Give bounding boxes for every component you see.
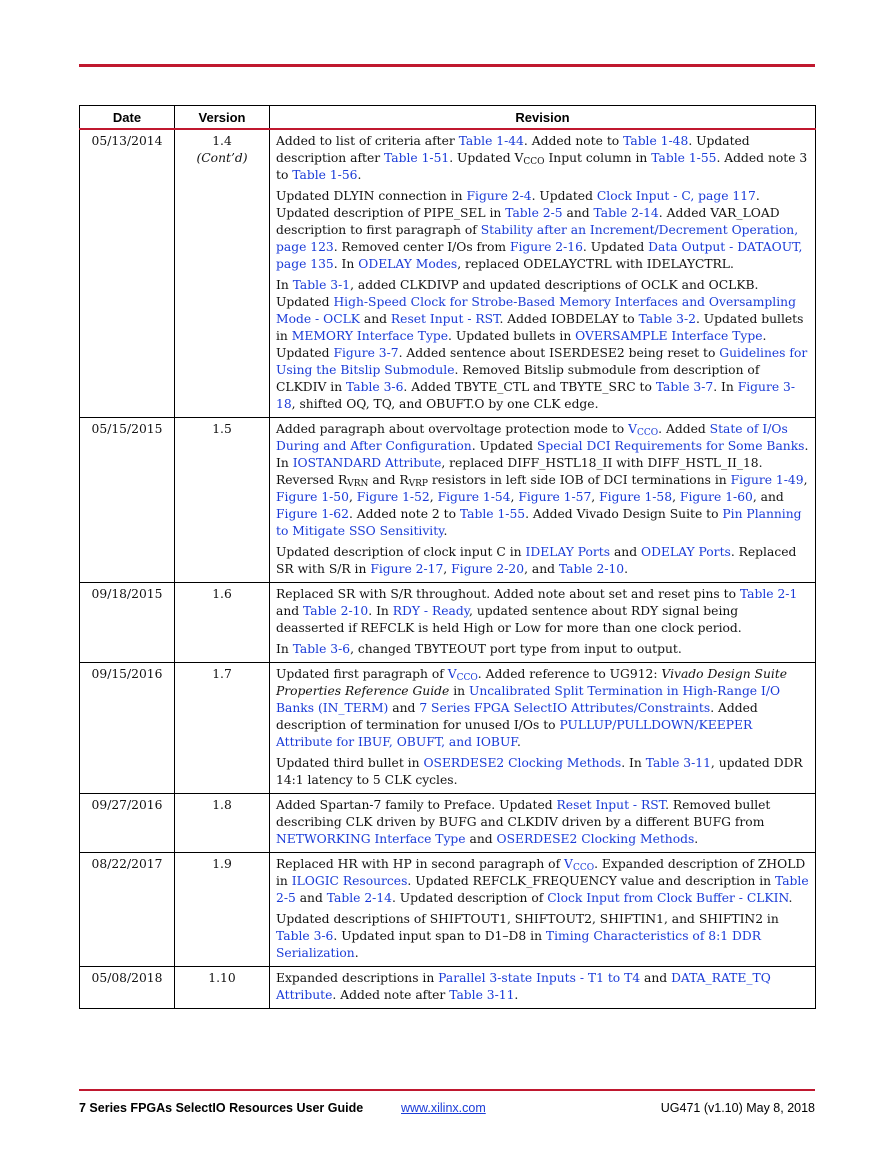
cross-reference-link[interactable]: ILOGIC Resources [291, 874, 408, 888]
cross-reference-link[interactable]: Clock Input - C, page 117 [596, 189, 756, 203]
cross-reference-link[interactable]: Table 2-10 [558, 562, 625, 576]
cross-reference-link[interactable]: MEMORY Interface Type [291, 329, 449, 343]
table-row [80, 129, 816, 418]
revision-text: In [276, 642, 293, 656]
cross-reference-link[interactable]: Figure 1-52 [356, 490, 430, 504]
revision-text: , and [752, 490, 784, 504]
footer-document-id: UG471 (v1.10) May 8, 2018 [660, 1101, 815, 1115]
revision-text: . [624, 562, 629, 576]
revision-cell [270, 794, 816, 853]
cross-reference-link[interactable]: Table 1-55 [651, 151, 717, 165]
revision-text: . Updated bullets in [276, 312, 804, 343]
cross-reference-link[interactable]: Figure 2-20 [451, 562, 525, 576]
cross-reference-link[interactable]: Table 3-6 [276, 929, 334, 943]
revision-text: . Updated [276, 329, 767, 360]
cross-reference-link[interactable]: High-Speed Clock for Strobe-Based Memory Interfaces and Oversampling Mode - OCLK [276, 295, 796, 326]
revision-text: and R [368, 473, 409, 487]
version-number: 1.9 [212, 857, 232, 871]
version-number: 1.6 [212, 587, 232, 601]
revision-text: , replaced ODELAYCTRL with IDELAYCTRL. [457, 257, 734, 271]
revision-text: Replaced HR with HP in second paragraph of [276, 857, 565, 871]
revision-text: , [510, 490, 519, 504]
cross-reference-link[interactable]: Table 3-2 [638, 312, 696, 326]
footer-document-title: 7 Series FPGAs SelectIO Resources User Guide [79, 1101, 364, 1115]
revision-text: . In [713, 380, 738, 394]
cross-reference-link[interactable]: IDELAY Ports [525, 545, 611, 559]
revision-cell [270, 853, 816, 967]
cross-reference-link[interactable]: Figure 1-49 [730, 473, 804, 487]
revision-paragraph [276, 641, 809, 658]
revision-text: . Added note to [523, 134, 624, 148]
revision-text: . Replaced SR with S/R in [276, 545, 797, 576]
revision-text: . Added IOBDELAY to [499, 312, 639, 326]
cross-reference-link[interactable]: Table 3-6 [292, 642, 351, 656]
revision-paragraph [276, 586, 809, 637]
revision-text: . Added sentence about ISERDESE2 being reset to [398, 346, 720, 360]
revision-text: . Removed center I/Os from [333, 240, 510, 254]
version-cell [175, 418, 270, 583]
cross-reference-link[interactable]: Table 1-51 [384, 151, 450, 165]
revision-text: . [788, 891, 793, 905]
revision-text: . Expanded description of ZHOLD in [276, 857, 806, 888]
revision-text: and [465, 832, 497, 846]
revision-text: . Added VAR_LOAD description to first paragraph of [276, 206, 780, 237]
cross-reference-link[interactable]: Table 1-48 [623, 134, 689, 148]
revision-text: , [672, 490, 680, 504]
revision-text: and [295, 891, 327, 905]
revision-text: , [803, 473, 808, 487]
cross-reference-link[interactable]: ODELAY Ports [641, 545, 731, 559]
table-row [80, 418, 816, 583]
cross-reference-link[interactable]: Figure 1-50 [276, 490, 349, 504]
revision-text: Added Spartan-7 family to Preface. Updated [276, 798, 557, 812]
cross-reference-link[interactable]: V [564, 857, 573, 871]
date-column-header: Date [80, 106, 175, 130]
table-row [80, 967, 816, 1009]
version-continued-note: (Cont’d) [196, 151, 248, 165]
version-cell [175, 583, 270, 663]
cross-reference-link[interactable]: IOSTANDARD Attribute [292, 456, 442, 470]
revision-text: . Updated description of PIPE_SEL in [276, 189, 760, 220]
revision-cell [270, 663, 816, 794]
revision-cell [270, 967, 816, 1009]
revision-cell [270, 583, 816, 663]
cross-reference-link[interactable]: OSERDESE2 Clocking Methods [423, 756, 622, 770]
revision-paragraph [276, 544, 809, 578]
revision-text: , [348, 490, 357, 504]
revision-paragraph [276, 188, 809, 273]
revision-paragraph [276, 856, 809, 907]
revision-paragraph [276, 970, 809, 1004]
revision-text: . Added description of termination for unused I/Os to [276, 701, 758, 732]
cross-reference-link[interactable]: Figure 2-4 [466, 189, 532, 203]
revision-text: . [694, 832, 699, 846]
revision-text: Updated descriptions of SHIFTOUT1, SHIFTOUT2, SHIFTIN1, and SHIFTIN2 in [276, 912, 779, 926]
cross-reference-link[interactable]: Figure 1-54 [437, 490, 511, 504]
subscript-text: CCO [523, 157, 545, 167]
table-row [80, 583, 816, 663]
version-cell [175, 129, 270, 418]
subscript-text: VRN [347, 479, 369, 489]
revision-paragraph [276, 421, 809, 540]
cross-reference-link[interactable]: Table 2-5 [505, 206, 563, 220]
revision-text: . In [368, 604, 393, 618]
version-number: 1.5 [212, 422, 232, 436]
revision-text: and [359, 312, 391, 326]
cross-reference-link[interactable]: NETWORKING Interface Type [276, 832, 466, 846]
revision-text: . [514, 988, 519, 1002]
revision-text: Updated DLYIN connection in [276, 189, 467, 203]
date-cell: 09/15/2016 [80, 663, 175, 794]
revision-text: . Added note 2 to [348, 507, 460, 521]
revision-paragraph [276, 911, 809, 962]
footer-rule [79, 1089, 815, 1091]
cross-reference-link[interactable]: Uncalibrated Split Termination in High-Range I/O Banks (IN_TERM) [276, 684, 781, 715]
revision-text: . Added TBYTE_CTL and TBYTE_SRC to [403, 380, 656, 394]
cross-reference-link[interactable]: Clock Input from Clock Buffer - CLKIN [547, 891, 789, 905]
revision-paragraph [276, 133, 809, 184]
cross-reference-link[interactable]: PULLUP/PULLDOWN/KEEPER Attribute for IBUF, OBUFT, and IOBUF [276, 718, 753, 749]
cross-reference-link[interactable]: Stability after an Increment/Decrement Operation, page 123 [276, 223, 799, 254]
cross-reference-link[interactable]: Table 1-56 [292, 168, 358, 182]
revision-text: and [276, 604, 304, 618]
revision-text: Vivado Design Suite Properties Reference Guide [276, 667, 788, 698]
cross-reference-link[interactable]: State of I/Os During and After Configuration [276, 422, 788, 453]
revision-text: . [516, 735, 521, 749]
revision-text: . [443, 524, 448, 538]
version-number: 1.8 [212, 798, 232, 812]
revision-text: . Added [658, 422, 710, 436]
version-column-header: Version [175, 106, 270, 130]
revision-text: . Added reference to UG912: [477, 667, 662, 681]
table-header-row [80, 106, 816, 130]
revision-text: . Updated description of [391, 891, 548, 905]
cross-reference-link[interactable]: OVERSAMPLE Interface Type [575, 329, 763, 343]
revision-text: in [449, 684, 469, 698]
cross-reference-link[interactable]: Table 2-14 [326, 891, 392, 905]
revision-text: . Updated [471, 439, 537, 453]
cross-reference-link[interactable]: Reset Input - RST [556, 798, 666, 812]
revision-text: , [443, 562, 452, 576]
cross-reference-link[interactable]: Guidelines for Using the Bitslip Submodule [276, 346, 808, 377]
revision-text: , changed TBYTEOUT port type from input to output. [350, 642, 682, 656]
footer-website-link[interactable]: www.xilinx.com [401, 1101, 486, 1115]
revision-text: . Updated [531, 189, 597, 203]
revision-text: Added paragraph about overvoltage protection mode to [276, 422, 629, 436]
cross-reference-link[interactable]: V [447, 667, 457, 681]
version-number: 1.7 [212, 667, 232, 681]
subscript-text: VRP [408, 479, 428, 489]
revision-text: . Updated [582, 240, 649, 254]
cross-reference-link[interactable]: CCO [637, 428, 659, 438]
date-cell: 08/22/2017 [80, 853, 175, 967]
revision-text: , replaced DIFF_HSTL18_II with DIFF_HSTL_II_18. Reversed R [276, 456, 763, 487]
revision-text: . In [276, 439, 809, 470]
cross-reference-link[interactable]: RDY - Ready [392, 604, 470, 618]
revision-text: , [591, 490, 600, 504]
revision-text: and [610, 545, 642, 559]
revision-text: . Updated bullets in [448, 329, 576, 343]
revision-text: . In [333, 257, 359, 271]
date-cell: 09/18/2015 [80, 583, 175, 663]
cross-reference-link[interactable]: ODELAY Modes [358, 257, 458, 271]
revision-paragraph [276, 797, 809, 848]
cross-reference-link[interactable]: Table 2-10 [303, 604, 369, 618]
version-number: 1.10 [208, 971, 236, 985]
revision-text: and [562, 206, 594, 220]
revision-text: . Added Vivado Design Suite to [525, 507, 723, 521]
revision-text: , shifted OQ, TQ, and OBUFT.O by one CLK edge. [291, 397, 599, 411]
revision-text: . Updated V [449, 151, 524, 165]
revision-text: Added to list of criteria after [276, 134, 459, 148]
cross-reference-link[interactable]: Table 3-1 [292, 278, 351, 292]
revision-cell [270, 129, 816, 418]
revision-text: . Removed Bitslip submodule from description of CLKDIV in [276, 363, 760, 394]
revision-column-header: Revision [270, 106, 816, 130]
revision-text: and [388, 701, 420, 715]
revision-text: , updated sentence about RDY signal being deasserted if REFCLK is held High or Low for more than one clock period. [276, 604, 742, 635]
revision-text: resistors in left side IOB of DCI terminations in [427, 473, 731, 487]
revision-text: Expanded descriptions in [276, 971, 439, 985]
revision-text: , added CLKDIVP and updated descriptions of OCLK and OCLKB. Updated [276, 278, 759, 309]
date-cell: 05/08/2018 [80, 967, 175, 1009]
revision-paragraph [276, 755, 809, 789]
revision-text: , updated DDR 14:1 latency to 5 CLK cycles. [276, 756, 803, 787]
cross-reference-link[interactable]: Table 1-55 [459, 507, 526, 521]
revision-text: . Updated input span to D1–D8 in [333, 929, 546, 943]
date-cell: 05/15/2015 [80, 418, 175, 583]
cross-reference-link[interactable]: Figure 3-18 [276, 380, 796, 411]
table-row [80, 663, 816, 794]
revision-text: , and [524, 562, 559, 576]
version-cell [175, 794, 270, 853]
cross-reference-link[interactable]: Figure 2-17 [370, 562, 444, 576]
revision-text: Updated description of clock input C in [276, 545, 526, 559]
revision-text: and [640, 971, 672, 985]
revision-cell [270, 418, 816, 583]
revision-text: Updated first paragraph of [276, 667, 448, 681]
revision-history-table [79, 105, 816, 1009]
revision-text: . [354, 946, 359, 960]
revision-text: Replaced SR with S/R throughout. Added note about set and reset pins to [276, 587, 740, 601]
header-rule [79, 64, 815, 67]
revision-text: Input column in [544, 151, 652, 165]
cross-reference-link[interactable]: Pin Planning to Mitigate SSO Sensitivity [276, 507, 802, 538]
revision-text: . Updated description after [276, 134, 750, 165]
cross-reference-link[interactable]: V [628, 422, 638, 436]
revision-text: . In [621, 756, 646, 770]
version-number: 1.4 [212, 134, 232, 148]
table-body [80, 129, 816, 1009]
cross-reference-link[interactable]: CCO [572, 863, 595, 873]
cross-reference-link[interactable]: Data Output - DATAOUT, page 135 [276, 240, 803, 271]
table-row [80, 853, 816, 967]
cross-reference-link[interactable]: Table 2-5 [276, 874, 809, 905]
date-cell: 09/27/2016 [80, 794, 175, 853]
cross-reference-link[interactable]: Figure 3-7 [333, 346, 399, 360]
revision-paragraph [276, 277, 809, 413]
cross-reference-link[interactable]: OSERDESE2 Clocking Methods [496, 832, 695, 846]
cross-reference-link[interactable]: Table 2-14 [593, 206, 659, 220]
cross-reference-link[interactable]: Timing Characteristics of 8:1 DDR Serialization [276, 929, 761, 960]
cross-reference-link[interactable]: Figure 1-57 [518, 490, 592, 504]
revision-text: . Added note after [332, 988, 450, 1002]
version-cell [175, 853, 270, 967]
revision-text: . Updated REFCLK_FREQUENCY value and description in [407, 874, 775, 888]
revision-text: . Removed bullet describing CLK driven by BUFG and CLKDIV driven by a different BUFG from [276, 798, 771, 829]
revision-text: Updated third bullet in [276, 756, 424, 770]
cross-reference-link[interactable]: CCO [456, 673, 478, 683]
cross-reference-link[interactable]: Figure 2-16 [509, 240, 583, 254]
revision-text: In [276, 278, 293, 292]
cross-reference-link[interactable]: Figure 1-62 [276, 507, 349, 521]
cross-reference-link[interactable]: Table 3-11 [449, 988, 515, 1002]
version-cell [175, 663, 270, 794]
cross-reference-link[interactable]: 7 Series FPGA SelectIO Attributes/Constraints [419, 701, 711, 715]
cross-reference-link[interactable]: Special DCI Requirements for Some Banks [536, 439, 805, 453]
table-row [80, 794, 816, 853]
cross-reference-link[interactable]: Reset Input - RST [390, 312, 500, 326]
revision-paragraph [276, 666, 809, 751]
cross-reference-link[interactable]: Figure 1-58 [599, 490, 673, 504]
revision-text: . [357, 168, 362, 182]
revision-text: , [429, 490, 438, 504]
cross-reference-link[interactable]: Figure 1-60 [679, 490, 753, 504]
cross-reference-link[interactable]: Table 1-44 [458, 134, 524, 148]
cross-reference-link[interactable]: DATA_RATE_TQ Attribute [276, 971, 771, 1002]
revision-text: . Added note 3 to [276, 151, 808, 182]
date-cell: 05/13/2014 [80, 129, 175, 418]
cross-reference-link[interactable]: Table 3-7 [655, 380, 714, 394]
cross-reference-link[interactable]: Table 3-11 [645, 756, 711, 770]
cross-reference-link[interactable]: Table 3-6 [346, 380, 404, 394]
cross-reference-link[interactable]: Parallel 3-state Inputs - T1 to T4 [438, 971, 641, 985]
version-cell [175, 967, 270, 1009]
cross-reference-link[interactable]: Table 2-1 [739, 587, 798, 601]
